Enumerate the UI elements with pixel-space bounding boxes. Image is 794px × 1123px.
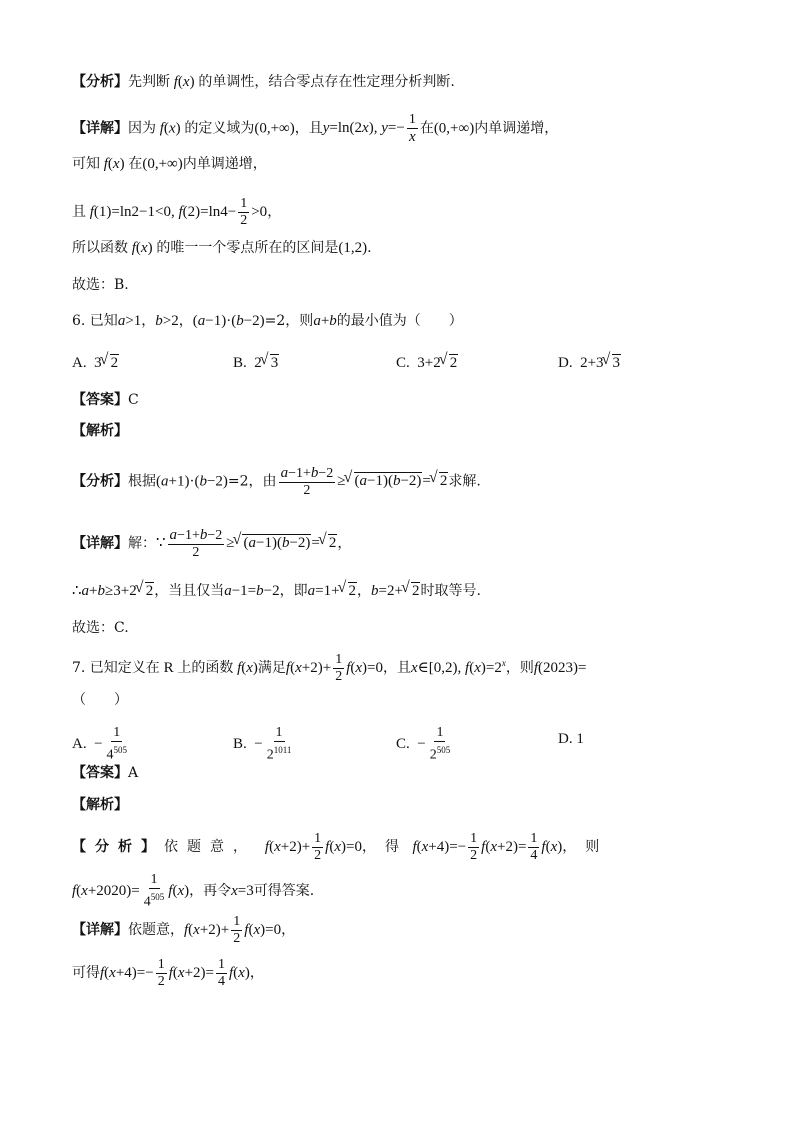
q6-detail-2: ∴a+b≥3+2√ 2，当且仅当a−1=b−2，即a=1+√ 2，b=2+√ 2时取等号. [72, 581, 734, 601]
q7-option-d: D. 1 [558, 731, 584, 747]
q6-option-b: B. 2√ 3 [233, 353, 279, 373]
question-6: 6. 已知a>1，b>2，(a−1)·(b−2)=2，则a+b的最小值为（ ） [72, 313, 463, 329]
choose-c: 故选：C. [72, 620, 129, 636]
q7-answer: 【答案】A [72, 765, 139, 781]
q6-option-c: C. 3+2√ 2 [396, 353, 458, 373]
analysis-line-1: 【分析】先判断 f(x) 的单调性，结合零点存在性定理分析判断. [72, 74, 455, 90]
q7-jiexi: 【解析】 [72, 797, 128, 813]
question-7-paren: （ ） [72, 692, 128, 708]
q6-detail: 【详解】解：∵ $\frac{a-1+b-2}{2}$ ≥√ (a−1)(b−2)=√ 2， [72, 527, 734, 561]
question-7: 7. 已知定义在 R 上的函数 f(x)满足f(x+2)+ $\frac{1}{2}$ f(x)=0，且x∈[0,2), $f(x)=2^x$，则f(2023)= [72, 652, 587, 684]
q6-option-d: D. 2+3√ 3 [558, 353, 621, 373]
q6-option-a: A. 3√ 2 [72, 353, 119, 373]
q6-analysis: 【分析】根据(a+1)·(b−2)=2，由 $\frac{a-1+b-2}{2}$ ≥√ (a−1)(b−2)=√ 2求解. [72, 465, 734, 499]
detail-line-3: 且 f(1)=ln2−1<0, f(2)=ln4− $\frac{1}{2}$ >0， [72, 196, 282, 228]
q7-option-a: A. − $\frac{1}{4^{505}}$ [72, 725, 128, 763]
q7-option-c: C. − $\frac{1}{2^{505}}$ [396, 725, 451, 763]
q7-analysis: 【分析】依题意， f(x+2)+ $\frac{1}{2}$ f(x)=0，得 f(x+4)=− $\frac{1}{2}$ f(x+2)= $\frac{1}{4}$ f(x)，则 [72, 831, 609, 863]
detail-line-2: 可知 f(x) 在(0,+∞)内单调递增， [72, 156, 267, 172]
q7-detail-2: 可得f(x+4)=− $\frac{1}{2}$ f(x+2)= $\frac{1}{4}$ f(x)， [72, 957, 264, 989]
q7-option-b: B. − $\frac{1}{2^{1011}}$ [233, 725, 292, 763]
detail-line-4: 所以函数 f(x) 的唯一一个零点所在的区间是(1,2). [72, 240, 372, 256]
choose-b: 故选：B. [72, 277, 129, 293]
q6-answer: 【答案】C [72, 392, 139, 408]
q7-analysis-2: f(x+2020)= $\frac{1}{4^{505}}$ f(x)，再令x=3可得答案. [72, 872, 315, 910]
detail-line-1: 【详解】因为 f(x) 的定义域为(0,+∞)，且y=ln(2x), y=− $\frac{1}{x}$ 在(0,+∞)内单调递增， [72, 112, 559, 145]
q7-detail: 【详解】依题意，f(x+2)+ $\frac{1}{2}$ f(x)=0， [72, 914, 296, 946]
q6-jiexi: 【解析】 [72, 423, 128, 439]
analysis-tag: 【分析】 [72, 74, 128, 90]
